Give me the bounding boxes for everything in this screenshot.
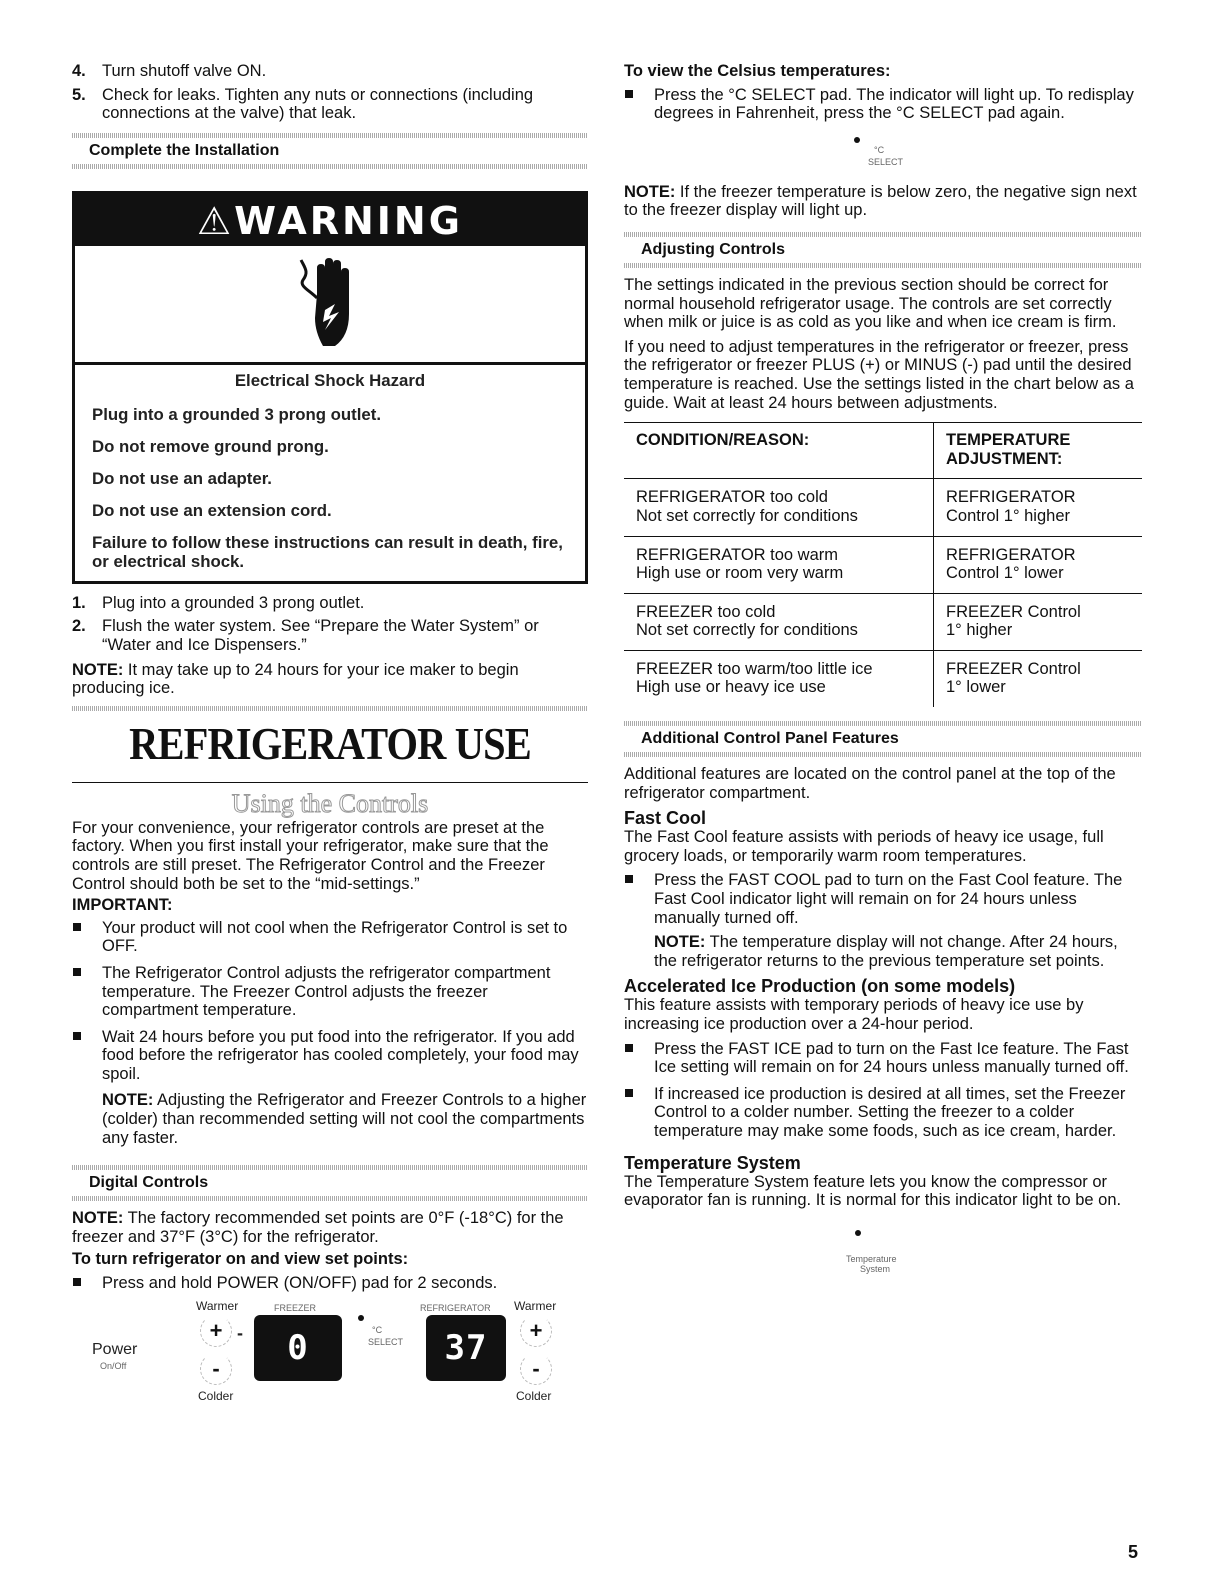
- step-1: 1. Plug into a grounded 3 prong outlet.: [72, 593, 365, 612]
- warning-title: ⚠WARNING: [75, 194, 585, 246]
- celsius-indicator-dot: [854, 137, 860, 143]
- table-row: FREEZER too cold Not set correctly for conditions FREEZER Control 1° higher: [624, 593, 1142, 650]
- divider: [624, 263, 1142, 268]
- control-panel: [72, 1293, 588, 1403]
- celsius-heading: To view the Celsius temperatures:: [624, 62, 891, 80]
- adjustment-table: [624, 422, 1142, 707]
- additional-features-heading: Additional Control Panel Features: [641, 730, 899, 748]
- celsius-select-button[interactable]: SELECT: [368, 1336, 404, 1347]
- celsius-bullet: Press the °C SELECT pad. The indicator will light up. To redisplay degrees in Fahrenheit, press the °C SELECT pad again.: [624, 86, 1142, 123]
- note-ice-maker: NOTE: It may take up to 24 hours for your ice maker to begin producing ice.: [72, 660, 519, 698]
- temperature-system-label: System: [860, 1263, 891, 1274]
- note-controls: NOTE: Adjusting the Refrigerator and Freezer Controls to a higher (colder) than recommended setting will not cool the compartments any faster.: [102, 1091, 587, 1147]
- adjust-paragraph-1: The settings indicated in the previous section should be correct for normal household refrigerator usage. The controls are set correctly when milk or juice is as cold as you like and when ice cream is firm.: [624, 275, 1117, 332]
- divider: [72, 1196, 588, 1201]
- freezer-minus-button[interactable]: -: [200, 1353, 232, 1385]
- fast-cool-title: Fast Cool: [624, 808, 707, 829]
- shock-hazard-icon: [75, 246, 585, 365]
- adjust-paragraph-2: If you need to adjust temperatures in the refrigerator or freezer, press the refrigerator or freezer PLUS (+) or MINUS (-) pad until the desired temperature is reached. Use the settings listed in the chart below as a guide. Wait at least 24 hours between adjustments.: [624, 337, 1134, 412]
- temperature-system-label: Temperature: [846, 1253, 897, 1264]
- section-title: REFRIGERATOR USE: [129, 717, 531, 769]
- refrigerator-minus-button[interactable]: -: [520, 1353, 552, 1385]
- freezer-plus-button[interactable]: +: [200, 1315, 232, 1347]
- right-column: [624, 62, 1142, 1280]
- note-set-points: NOTE: The factory recommended set points are 0°F (-18°C) for the freezer and 37°F (3°C) for the refrigerator.: [72, 1209, 564, 1246]
- adjusting-controls-heading: Adjusting Controls: [641, 240, 785, 258]
- turn-on-bullet: Press and hold POWER (ON/OFF) pad for 2 seconds.: [72, 1274, 588, 1293]
- fast-cool-paragraph: The Fast Cool feature assists with periods of heavy ice usage, full grocery loads, or temporarily warm room temperatures.: [624, 828, 1104, 865]
- accelerated-ice-paragraph: This feature assists with temporary periods of heavy ice use by increasing ice production over a 24-hour period.: [624, 996, 1084, 1033]
- hazard-title: Electrical Shock Hazard: [234, 370, 426, 390]
- turn-on-heading: To turn refrigerator on and view set points:: [72, 1250, 409, 1269]
- additional-paragraph: Additional features are located on the control panel at the top of the refrigerator compartment.: [624, 765, 1116, 802]
- freezer-minus-sign: -: [237, 1322, 243, 1343]
- table-header-adjustment: TEMPERATURE ADJUSTMENT:: [934, 423, 1143, 479]
- refrigerator-plus-button[interactable]: +: [520, 1315, 552, 1347]
- accelerated-ice-bullet: Press the FAST ICE pad to turn on the Fast Ice feature. The Fast Ice setting will remain on for 24 hours unless manually turned off.: [624, 1040, 1142, 1077]
- important-bullet: Wait 24 hours before you put food into the refrigerator. If you add food before the refrigerator has cooled completely, your food may spoil.: [72, 1028, 588, 1084]
- celsius-label: °C: [874, 144, 885, 155]
- warning-line: Do not use an extension cord.: [92, 500, 332, 520]
- note-negative-sign: NOTE: If the freezer temperature is below zero, the negative sign next to the freezer display will light up.: [624, 182, 1137, 220]
- celsius-indicator-dot: [358, 1315, 364, 1321]
- step-5: 5. Check for leaks. Tighten any nuts or connections (including connections at the valve) that leak.: [72, 85, 534, 123]
- refrigerator-display: 37: [426, 1315, 506, 1381]
- warning-line: Do not remove ground prong.: [92, 436, 329, 456]
- important-bullet: The Refrigerator Control adjusts the refrigerator compartment temperature. The Freezer Control adjusts the freezer compartment temperature.: [72, 964, 588, 1020]
- warning-line: Do not use an adapter.: [92, 468, 272, 488]
- celsius-label: °C: [372, 1324, 383, 1335]
- table-header-condition: CONDITION/REASON:: [624, 423, 934, 479]
- refrigerator-label: REFRIGERATOR: [420, 1302, 491, 1313]
- celsius-select-button[interactable]: SELECT: [868, 156, 904, 167]
- temperature-system-dot: [855, 1230, 861, 1236]
- freezer-label: FREEZER: [274, 1302, 317, 1313]
- warning-box: [72, 191, 588, 584]
- accelerated-ice-bullet: If increased ice production is desired at all times, set the Freezer Control to a colder number. Setting the freezer to a colder temperature may make some foods, such as ice cream, harder.: [624, 1085, 1142, 1141]
- table-row: FREEZER too warm/too little ice High use or heavy ice use FREEZER Control 1° lower: [624, 650, 1142, 707]
- divider: [624, 752, 1142, 757]
- freezer-display: 0: [254, 1315, 342, 1381]
- temperature-system-indicator: [624, 1210, 1142, 1280]
- warning-line: Failure to follow these instructions can result in death, fire, or electrical shock.: [92, 532, 563, 571]
- freezer-warmer-label: Warmer: [196, 1298, 239, 1313]
- power-onoff-label: On/Off: [100, 1360, 127, 1371]
- refrigerator-warmer-label: Warmer: [514, 1298, 557, 1313]
- important-bullet: Your product will not cool when the Refrigerator Control is set to OFF.: [72, 919, 588, 956]
- table-row: REFRIGERATOR too cold Not set correctly for conditions REFRIGERATOR Control 1° higher: [624, 479, 1142, 536]
- note-fast-cool: NOTE: The temperature display will not change. After 24 hours, the refrigerator returns to the previous temperature set points.: [654, 933, 1118, 970]
- accelerated-ice-title: Accelerated Ice Production (on some models): [624, 976, 1016, 997]
- table-row: REFRIGERATOR too warm High use or room very warm REFRIGERATOR Control 1° lower: [624, 536, 1142, 593]
- celsius-select-graphic: [624, 123, 1142, 183]
- left-column: [72, 62, 588, 1403]
- temperature-system-paragraph: The Temperature System feature lets you know the compressor or evaporator fan is running. It is normal for this indicator light to be on.: [624, 1172, 1122, 1210]
- page-number: 5: [1128, 1542, 1139, 1562]
- freezer-colder-label: Colder: [198, 1388, 234, 1403]
- refrigerator-colder-label: Colder: [516, 1388, 552, 1403]
- power-button[interactable]: Power: [92, 1340, 138, 1358]
- subsection-title: Using the Controls: [231, 788, 429, 818]
- intro-paragraph: For your convenience, your refrigerator controls are preset at the factory. When you first install your refrigerator, make sure that the controls are still preset. The Refrigerator Control and the Freezer Control should both be set to the “mid-settings.”: [72, 818, 549, 893]
- warning-line: Plug into a grounded 3 prong outlet.: [92, 404, 381, 424]
- step-4: 4. Turn shutoff valve ON.: [72, 62, 267, 80]
- digital-controls-heading: Digital Controls: [89, 1174, 209, 1192]
- temperature-system-title: Temperature System: [624, 1152, 801, 1173]
- fast-cool-bullet: Press the FAST COOL pad to turn on the Fast Cool feature. The Fast Cool indicator light will remain on for 24 hours unless manually turned off.: [624, 871, 1142, 927]
- complete-installation-heading: Complete the Installation: [89, 141, 280, 159]
- important-label: IMPORTANT:: [72, 896, 173, 915]
- step-2: 2. Flush the water system. See “Prepare the Water System” or “Water and Ice Dispensers.”: [72, 617, 539, 654]
